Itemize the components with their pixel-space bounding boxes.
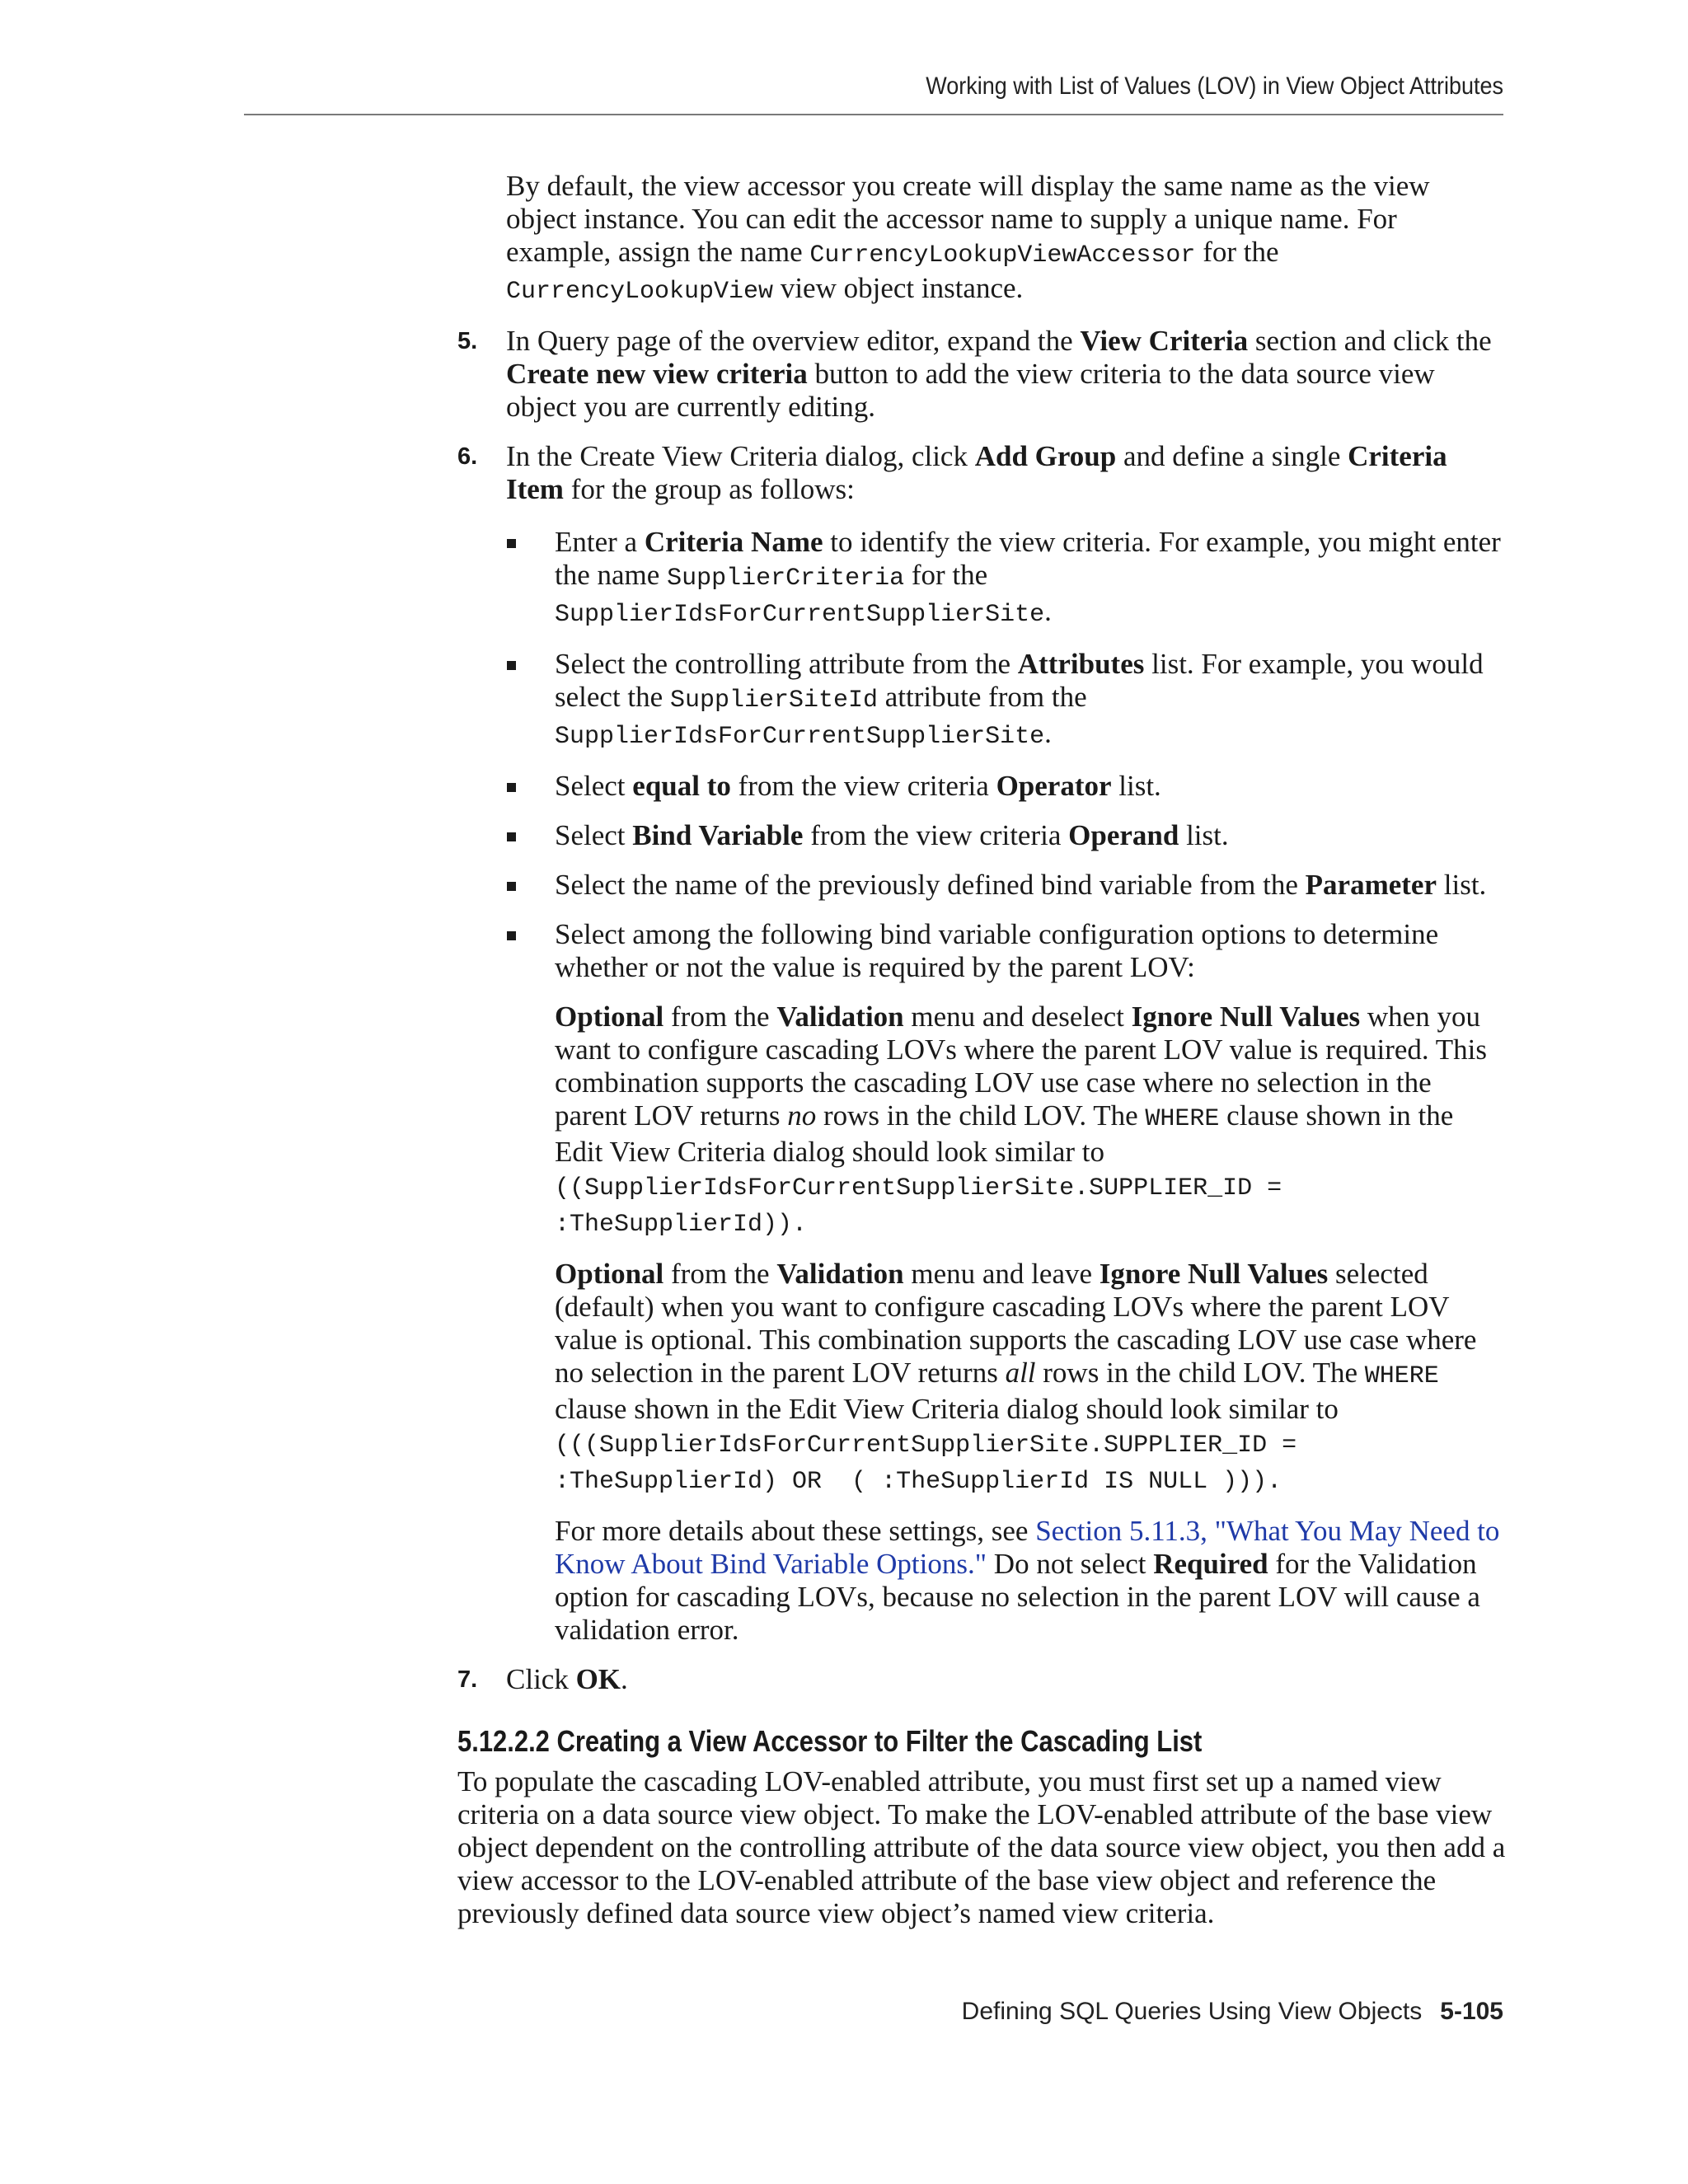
- step-6: 6. In the Create View Criteria dialog, click Add Group and define a single Criteria Item for the group as follows:: [457, 440, 1447, 505]
- intro-paragraph: By default, the view accessor you create will display the same name as the view object instance. You can edit the accessor name to supply a unique name. For example, assign the name CurrencyLookupViewAccessor for the CurrencyLookupView view object instance.: [506, 170, 1430, 306]
- code-line: :TheSupplierId)).: [555, 1211, 808, 1239]
- list-item: Select Bind Variable from the view criteria Operand list.: [555, 819, 1504, 852]
- section-heading: 5.12.2.2 Creating a View Accessor to Filter the Cascading List: [457, 1724, 1203, 1758]
- square-bullet-icon: [507, 931, 516, 940]
- option-required-paragraph: Optional from the Validation menu and deselect Ignore Null Values when you want to configure cascading LOVs where the parent LOV value is required. This combination supports the cascading LOV use case where no selection in the parent LOV returns no rows in the child LOV. The WHERE clause shown in the Edit View Criteria dialog should look similar to ((SupplierIdsForCurrentSupplierSite.SUPPLIER_ID = :TheSupplierId)).: [555, 1001, 1487, 1239]
- inline-code: CurrencyLookupViewAccessor: [809, 241, 1196, 269]
- list-item: Enter a Criteria Name to identify the view criteria. For example, you might enter the name SupplierCriteria for the SupplierIdsForCurrentSupplierSite.: [555, 526, 1504, 631]
- list-item: Select the controlling attribute from the Attributes list. For example, you would select the SupplierSiteId attribute from the SupplierIdsForCurrentSupplierSite.: [555, 648, 1504, 753]
- criteria-bullet-list: [0, 526, 1688, 984]
- inline-code: SupplierIdsForCurrentSupplierSite: [555, 601, 1045, 629]
- header-rule: [244, 114, 1503, 115]
- option-optional-paragraph: Optional from the Validation menu and leave Ignore Null Values selected (default) when you want to configure cascading LOVs where the parent LOV value is optional. This combination supports the cascading LOV use case where no selection in the parent LOV returns all rows in the child LOV. The WHERE clause shown in the Edit View Criteria dialog should look similar to (((SupplierIdsForCurrentSupplierSite.SUPPLIER_ID = :TheSupplierId) OR ( :TheSupplierId IS NULL ))).: [555, 1258, 1477, 1496]
- step-number: 7.: [457, 1666, 478, 1693]
- page-content: [0, 170, 1688, 1930]
- inline-code: CurrencyLookupView: [506, 278, 774, 306]
- running-footer: [244, 1998, 1503, 2026]
- running-header: Working with List of Values (LOV) in View Object Attributes: [926, 73, 1503, 100]
- list-item: Select the name of the previously defined bind variable from the Parameter list.: [555, 869, 1504, 902]
- square-bullet-icon: [507, 882, 516, 891]
- code-line: ((SupplierIdsForCurrentSupplierSite.SUPPLIER_ID =: [555, 1174, 1282, 1202]
- section-body-paragraph: To populate the cascading LOV-enabled attribute, you must first set up a named view criteria on a data source view object. To make the LOV-enabled attribute of the base view object dependent on the controlling attribute of the data source view object, you then add a view accessor to the LOV-enabled attribute of the base view object and reference the previously defined data source view object’s named view criteria.: [457, 1765, 1506, 1929]
- step-number: 6.: [457, 443, 478, 470]
- page-number: 5-105: [1440, 1998, 1503, 2025]
- inline-code: SupplierCriteria: [667, 565, 905, 593]
- inline-code: WHERE: [1364, 1362, 1439, 1390]
- section-5-11-3-link[interactable]: Section 5.11.3, "What You May Need to Know About Bind Variable Options.": [555, 1515, 1500, 1580]
- code-line: :TheSupplierId) OR ( :TheSupplierId IS NULL ))).: [555, 1468, 1282, 1496]
- inline-code: WHERE: [1145, 1105, 1220, 1133]
- square-bullet-icon: [507, 661, 516, 670]
- square-bullet-icon: [507, 832, 516, 841]
- step-7: 7. Click OK.: [457, 1663, 628, 1695]
- square-bullet-icon: [507, 539, 516, 548]
- square-bullet-icon: [507, 783, 516, 792]
- list-item: Select equal to from the view criteria Operator list.: [555, 770, 1504, 803]
- step-number: 5.: [457, 328, 478, 354]
- step-5: 5. In Query page of the overview editor, expand the View Criteria section and click the Create new view criteria button to add the view criteria to the data source view object you are currently editing.: [457, 325, 1492, 423]
- code-line: (((SupplierIdsForCurrentSupplierSite.SUPPLIER_ID =: [555, 1432, 1297, 1460]
- footer-title: Defining SQL Queries Using View Objects: [961, 1998, 1423, 2025]
- inline-code: SupplierIdsForCurrentSupplierSite: [555, 723, 1045, 751]
- more-details-paragraph: For more details about these settings, see Section 5.11.3, "What You May Need to Know About Bind Variable Options." Do not select Required for the Validation option for cascading LOVs, because no selection in the parent LOV will cause a validation error.: [555, 1515, 1500, 1646]
- list-item: Select among the following bind variable configuration options to determine whether or not the value is required by the parent LOV:: [555, 918, 1504, 984]
- inline-code: SupplierSiteId: [669, 687, 878, 715]
